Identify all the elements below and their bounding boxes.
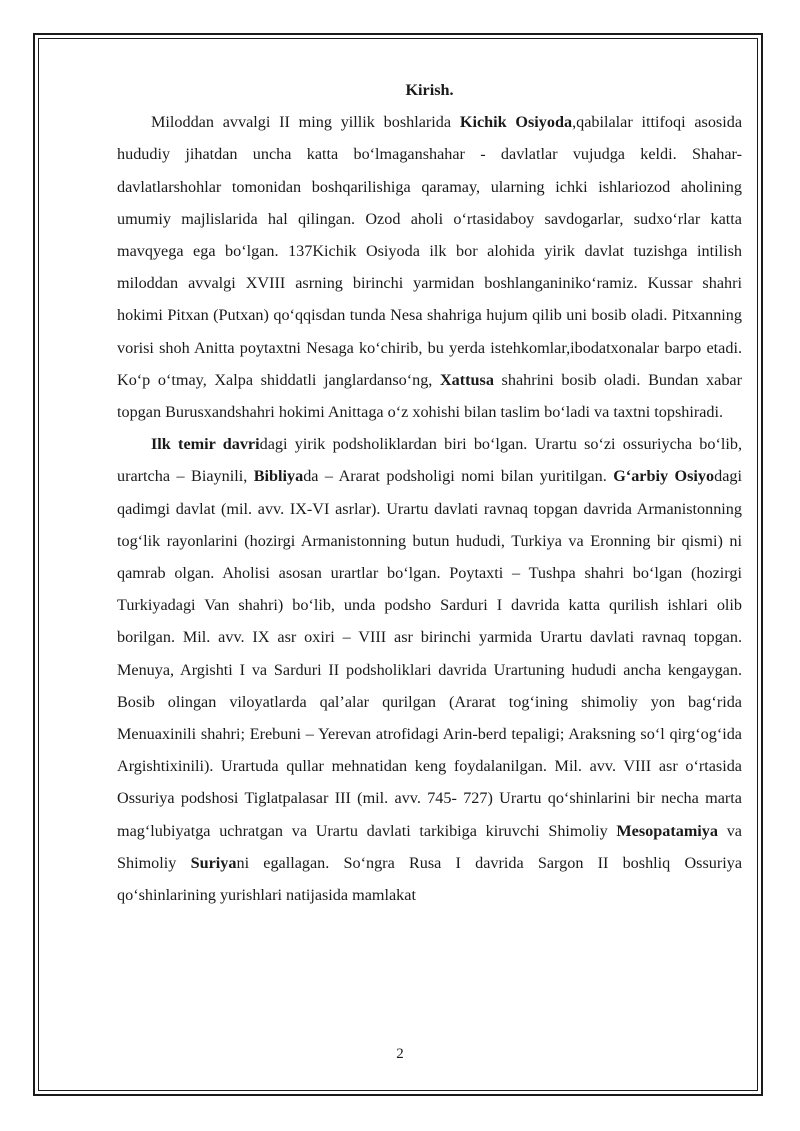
text-run: shahrini bosib oladi. Bundan xabar topgan Burusxandshahri hokimi Anittaga o‘z xohishi bilan taslim bo‘ladi va taxtni topshiradi. xyxy=(117,370,742,422)
paragraph xyxy=(117,428,742,911)
bold-term: Bibliya xyxy=(253,467,304,486)
paragraph-container xyxy=(117,106,742,911)
text-run: dagi yirik podsholiklardan biri bo‘lgan. Urartu so‘zi ossuriycha bo‘lib, urartcha – Biaynili, xyxy=(117,435,742,486)
bold-term: Kichik Osiyoda xyxy=(459,113,573,132)
bold-term: Mesopatamiya xyxy=(616,821,718,840)
document-body xyxy=(117,74,742,911)
text-run: da – Ararat podsholigi nomi bilan yuritilgan. xyxy=(303,467,614,486)
text-run: ,qabilalar ittifoqi asosida hududiy jihatdan uncha katta bo‘lmaganshahar - davlatlar vujudga keldi. Shahar-davlatlarshohlar tomonidan boshqarilishiga qaramay, ularning ichki ishlariozod aholining umumiy majlislarida hal qilingan. Ozod aholi o‘rtasidaboy savdogarlar, sudxo‘rlar katta mavqyega ega bo‘lgan. 137Kichik Osiyoda ilk bor alohida yirik davlat tuzishga intilish miloddan avvalgi XVIII asrning birinchi yarmidan boshlanganiniko‘ramiz. Kussar shahri hokimi Pitxan (Putxan) qo‘qqisdan tunda Nesa shahriga hujum qilib uni bosib oladi. Pitxanning vorisi shoh Anitta poytaxtni Nesaga ko‘chirib, bu yerda istehkomlar,ibodatxonalar barpo etadi. Ko‘p o‘tmay, Xalpa shiddatli janglardanso‘ng, xyxy=(117,113,742,389)
bold-term: Xattusa xyxy=(439,370,494,389)
bold-term: G‘arbiy Osiyo xyxy=(613,467,715,486)
bold-term: Ilk temir davri xyxy=(151,435,260,454)
paragraph xyxy=(117,106,742,428)
text-run: ni egallagan. So‘ngra Rusa I davrida Sargon II boshliq Ossuriya qo‘shinlarining yurishlari natijasida mamlakat xyxy=(117,853,743,905)
page-number: 2 xyxy=(396,1046,404,1062)
document-title: Kirish. xyxy=(405,81,454,99)
bold-term: Suriya xyxy=(190,853,237,872)
text-run: va Shimoliy xyxy=(117,821,742,872)
text-run: Miloddan avvalgi II ming yillik boshlarida xyxy=(151,113,460,132)
text-run: dagi qadimgi davlat (mil. avv. IX-VI asrlar). Urartu davlati ravnaq topgan davrida Armanistonning tog‘lik rayonlarini (hozirgi Armanistonning butun hududi, Turkiya va Eronning bir qismi) ni qamrab olgan. Aholisi asosan urartlar bo‘lgan. Poytaxti – Tushpa shahri bo‘lgan (hozirgi Turkiyadagi Van shahri) bo‘lib, unda podsho Sarduri I davrida katta qurilish ishlari olib borilgan. Mil. avv. IX asr oxiri – VIII asr birinchi yarmida Urartu davlati ravnaq topgan. Menuya, Argishti I va Sarduri II podsholiklari davrida Urartuning hududi ancha kengaygan. Bosib olingan viloyatlarda qal’alar qurilgan (Ararat tog‘ining shimoliy yon bag‘rida Menuaxinili shahri; Erebuni – Yerevan atrofidagi Arin-berd tepaligi; Araksning so‘l qirg‘og‘ida Argishtixinili). Urartuda qullar mehnatidan keng foydalanilgan. Mil. avv. VIII asr o‘rtasida Ossuriya podshosi Tiglatpalasar III (mil. avv. 745- 727) Urartu qo‘shinlarini bir necha marta mag‘lubiyatga uchratgan va Urartu davlati tarkibiga kiruvchi Shimoliy xyxy=(117,467,742,840)
